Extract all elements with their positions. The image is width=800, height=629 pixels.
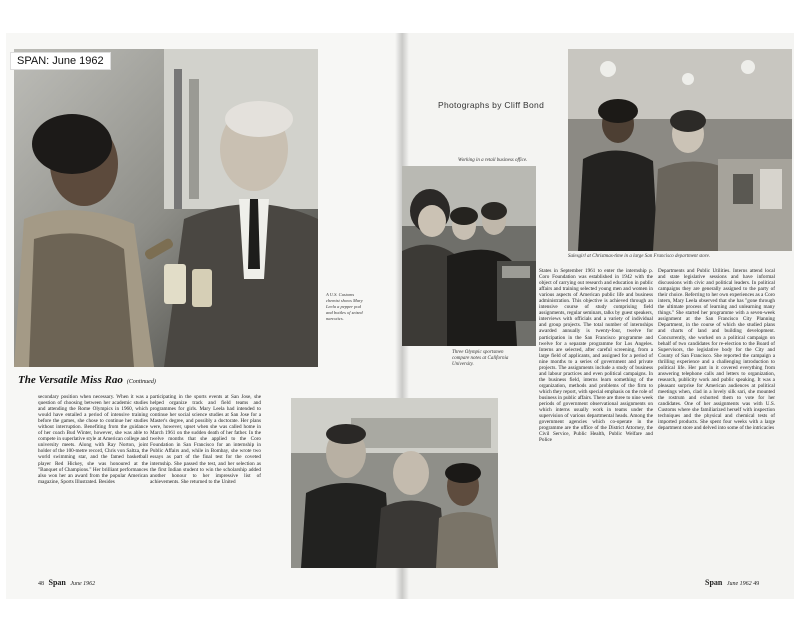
- right-footer-date: June 1962: [726, 581, 752, 587]
- left-footer-date: June 1962: [70, 581, 96, 587]
- caption-department-store: Salesgirl at Christmas-time in a large San Francisco department store.: [568, 254, 711, 259]
- left-page-number: 48: [38, 581, 44, 587]
- photo-department-store: [568, 49, 792, 251]
- article-heading: [18, 374, 156, 386]
- photo-retail-office: [402, 166, 536, 346]
- right-page-number: 49: [753, 581, 760, 587]
- source-badge: SPAN: June 1962: [10, 52, 111, 70]
- right-column-1: States in September 1961 to enter the internship p. Coro Foundation was established in 1942 with the object of carrying out research and education in public affairs and training selected young men and women in various aspects of American public life and business administration. This objective is achieved through an intensive course of study comprising field assignments, regular seminars, talks by guest speakers, interviews with officials and a variety of individual and group projects. The total number of internships awarded annually is twenty-four, twelve for participation in the San Francisco programme and twelve for a separate programme for Los Angeles. Interns are selected, after careful screening, from a large field of applicants, and assigned for a period of nine months to a series of government and private projects. The assignments include a study of business and labour practices and even political campaigns. In the business field, interns learn something of the organization, methods and problems of the firm to which they report, with special emphasis on the role of business in public affairs. There are three to nine week periods of government observational assignments on which interns usually work in teams under the supervision of various departmental heads. Among the government agencies which co-operate in the programme are the office of the District Attorney, the Civil Service, Public Health, Public Welfare and Police: [539, 268, 653, 444]
- right-footer-brand: Span: [705, 578, 723, 587]
- left-footer: [38, 578, 95, 587]
- caption-retail-office: Working in a retail business office.: [458, 158, 528, 163]
- left-column-2: participating in the sports events at San Jose, she helped organize track and field teams and programmes for girls. Mary Leela had intended to continue her social science studies at San Jose for a Master's degree, and possibly a doctorate. Her plans were, however, upset when she was called home in March 1961 on the sudden death of her father. In the twelve months that she applied to the Coro Foundation in San Francisco for an internship in Public Affairs and, while in Bombay, she wrote two essays as part of the final test for the coveted internship. She passed the test, and her selection as the first Indian student to win the scholarship added another honour to her impressive list of achievements. She returned to the United: [150, 394, 261, 485]
- main-photo-customs-chemist: [14, 49, 318, 367]
- photo-olympic-sportsmen: [291, 398, 498, 568]
- article-title: The Versatile Miss Rao: [18, 374, 123, 386]
- right-footer: [702, 578, 759, 587]
- caption-olympic-sportsmen: Three Olympic sportsmen compare notes at California University.: [452, 350, 509, 367]
- left-footer-brand: Span: [48, 578, 66, 587]
- caption-customs-chemist: A U.S. Customs chemist shows Mary Leela a pepper pod and bottles of seized narcotics.: [326, 292, 363, 321]
- left-column-1: secondary position when necessary. When it was a question of choosing between her academic studies and attending the Rome Olympics in 1960, which would have entailed a period of intensive training before the games, she chose to continue her studies without interruption. Benefiting from the guidance of her coach Bud Winter, however, she was able to compete in superlative style at American college and university meets. Along with Ray Norton, joint holder of the 100-metre record, Chris von Saltza, the world swimming star, and the famed basketball player Red Hickey, she was honoured at the "Banquet of Champions." Her brilliant performances also won her an award from the popular American magazine, Sports Illustrated. Besides: [38, 394, 148, 485]
- photo-credit: Photographs by Cliff Bond: [438, 100, 545, 110]
- continued-label: (Continued): [126, 379, 156, 385]
- right-column-2: Departments and Public Utilities. Interns attend local and state legislative sessions and have informal discussions with civic and political leaders. In political campaigns they are generally assigned to the party of their choice. Referring to her own experiences as a Coro intern, Mary Leela observed that she has "gone through the ultimate process of learning and unlearning many things." She started her programme with a seven-week assignment at the San Francisco City Planning Department, in the course of which she studied plans and charts of land and building development. Concurrently, she worked on a political campaign on behalf of two candidates for re-election to the Board of Supervisors, the legislative body for the City and County of San Francisco. She reported the campaign a thrilling experience and a challenging introduction to political life. Her part in it covered everything from answering telephone calls and letters to organization, research, publicity work and public speaking. It was a pleasant surprise for American audiences at political meetings when, clad in a lovely silk sari, she mounted the rostrum and exhorted them to vote for her candidates. One of her assignments was with U.S. Customs where she familiarized herself with inspection techniques and the physical and chemical tests of imported products. She spent four weeks with a large department store and delved into some of the intricacies: [658, 268, 775, 432]
